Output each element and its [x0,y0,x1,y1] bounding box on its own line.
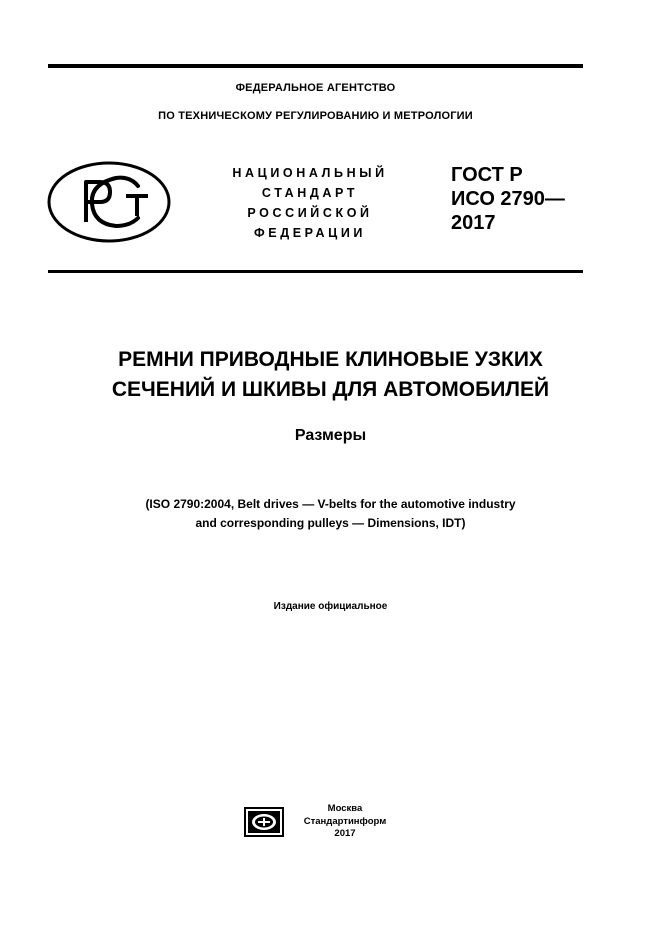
standard-type-line3: РОССИЙСКОЙ [247,206,373,220]
title-line2: СЕЧЕНИЙ И ШКИВЫ ДЛЯ АВТОМОБИЛЕЙ [111,378,550,401]
publisher-name: Стандартинформ [303,815,387,827]
standard-type-line1: НАЦИОНАЛЬНЫЙ [232,166,388,180]
standard-designation [451,163,565,235]
document-subtitle: Размеры [294,427,367,444]
iso-reference-line2: and corresponding pulleys — Dimensions, IDT) [195,516,466,530]
document-title [40,345,621,405]
iso-reference [40,495,621,533]
standard-type-line2: СТАНДАРТ [261,186,359,200]
title-line1: РЕМНИ ПРИВОДНЫЕ КЛИНОВЫЕ УЗКИХ [118,348,543,371]
top-rule [48,64,583,68]
publication-year: 2017 [334,828,356,839]
publisher-city: Москва [327,803,363,814]
rst-certification-mark-icon [46,160,172,244]
agency-name-line1: ФЕДЕРАЛЬНОЕ АГЕНТСТВО [235,82,396,94]
designation-line1: ГОСТ Р [451,164,523,186]
standartinform-logo-icon [244,807,284,837]
designation-line3: 2017 [451,212,496,234]
designation-line2: ИСО 2790— [451,188,565,210]
agency-name-line2: ПО ТЕХНИЧЕСКОМУ РЕГУЛИРОВАНИЮ И МЕТРОЛОГИИ [158,110,473,122]
header-bottom-rule [48,270,583,273]
standard-type-line4: ФЕДЕРАЦИИ [253,226,366,240]
iso-reference-line1: (ISO 2790:2004, Belt drives — V-belts for the automotive industry [145,497,516,511]
publisher-info [290,803,400,841]
standard-type [210,163,410,243]
edition-label: Издание официальное [273,601,388,612]
